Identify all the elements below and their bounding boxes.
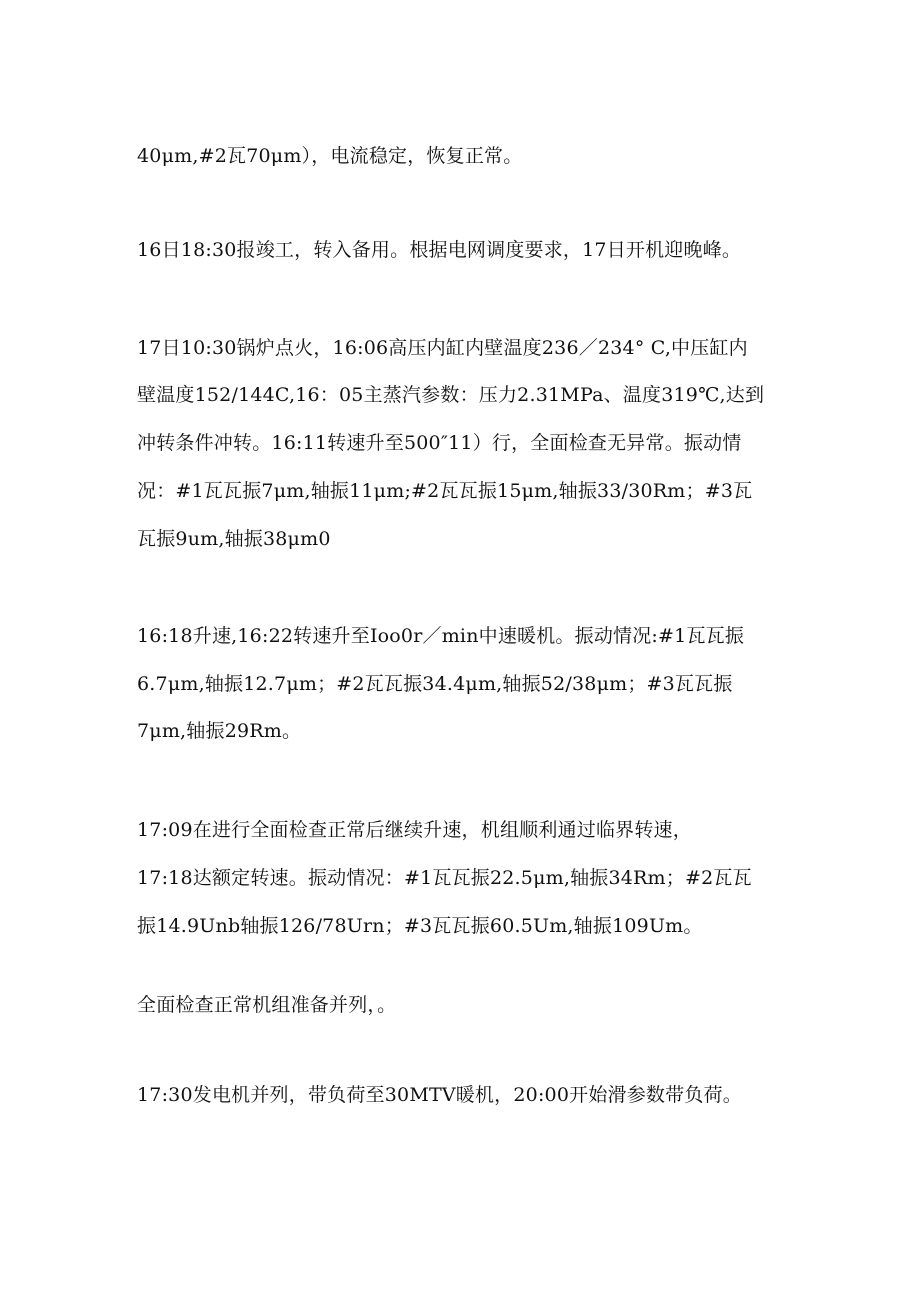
paragraph-line: 况：#1瓦瓦振7μm,轴振11μm;#2瓦瓦振15μm,轴振33/30Rm；#3瓦 [137, 480, 753, 502]
paragraph-line: 40μm,#2瓦70μm），电流稳定，恢复正常。 [137, 145, 523, 167]
paragraph-line: 全面检查正常机组准备并列，。 [137, 994, 397, 1016]
paragraph-line: 壁温度152/144C,16：05主蒸汽参数：压力2.31MPa、温度319℃,达到 [137, 384, 765, 406]
paragraph-line: 17:30发电机并列，带负荷至30MTV暖机，20:00开始滑参数带负荷。 [137, 1084, 742, 1106]
paragraph-line: 17日10:30锅炉点火，16:06高压内缸内壁温度236／234° C,中压缸内 [137, 337, 748, 359]
paragraph-line: 17:09在进行全面检查正常后继续升速，机组顺利通过临界转速， [137, 819, 692, 841]
paragraph-line: 瓦振9um,轴振38μm0 [137, 528, 331, 550]
paragraph-line: 16:18升速,16:22转速升至Ioo0r／min中速暖机。振动情况:#1瓦瓦振 [137, 625, 745, 647]
paragraph-line: 振14.9Unb轴振126/78Urn；#3瓦瓦振60.5Um,轴振109Um。 [137, 915, 703, 937]
paragraph-line: 冲转条件冲转。16:11转速升至500″11）行，全面检查无异常。振动情 [137, 432, 742, 454]
paragraph-line: 17:18达额定转速。振动情况：#1瓦瓦振22.5μm,轴振34Rm；#2瓦瓦 [137, 867, 752, 889]
paragraph-line: 6.7μm,轴振12.7μm；#2瓦瓦振34.4μm,轴振52/38μm；#3瓦瓦振 [137, 673, 733, 695]
paragraph-line: 7μm,轴振29Rm。 [137, 720, 302, 742]
paragraph-line: 16日18:30报竣工，转入备用。根据电网调度要求，17日开机迎晚峰。 [137, 239, 742, 261]
